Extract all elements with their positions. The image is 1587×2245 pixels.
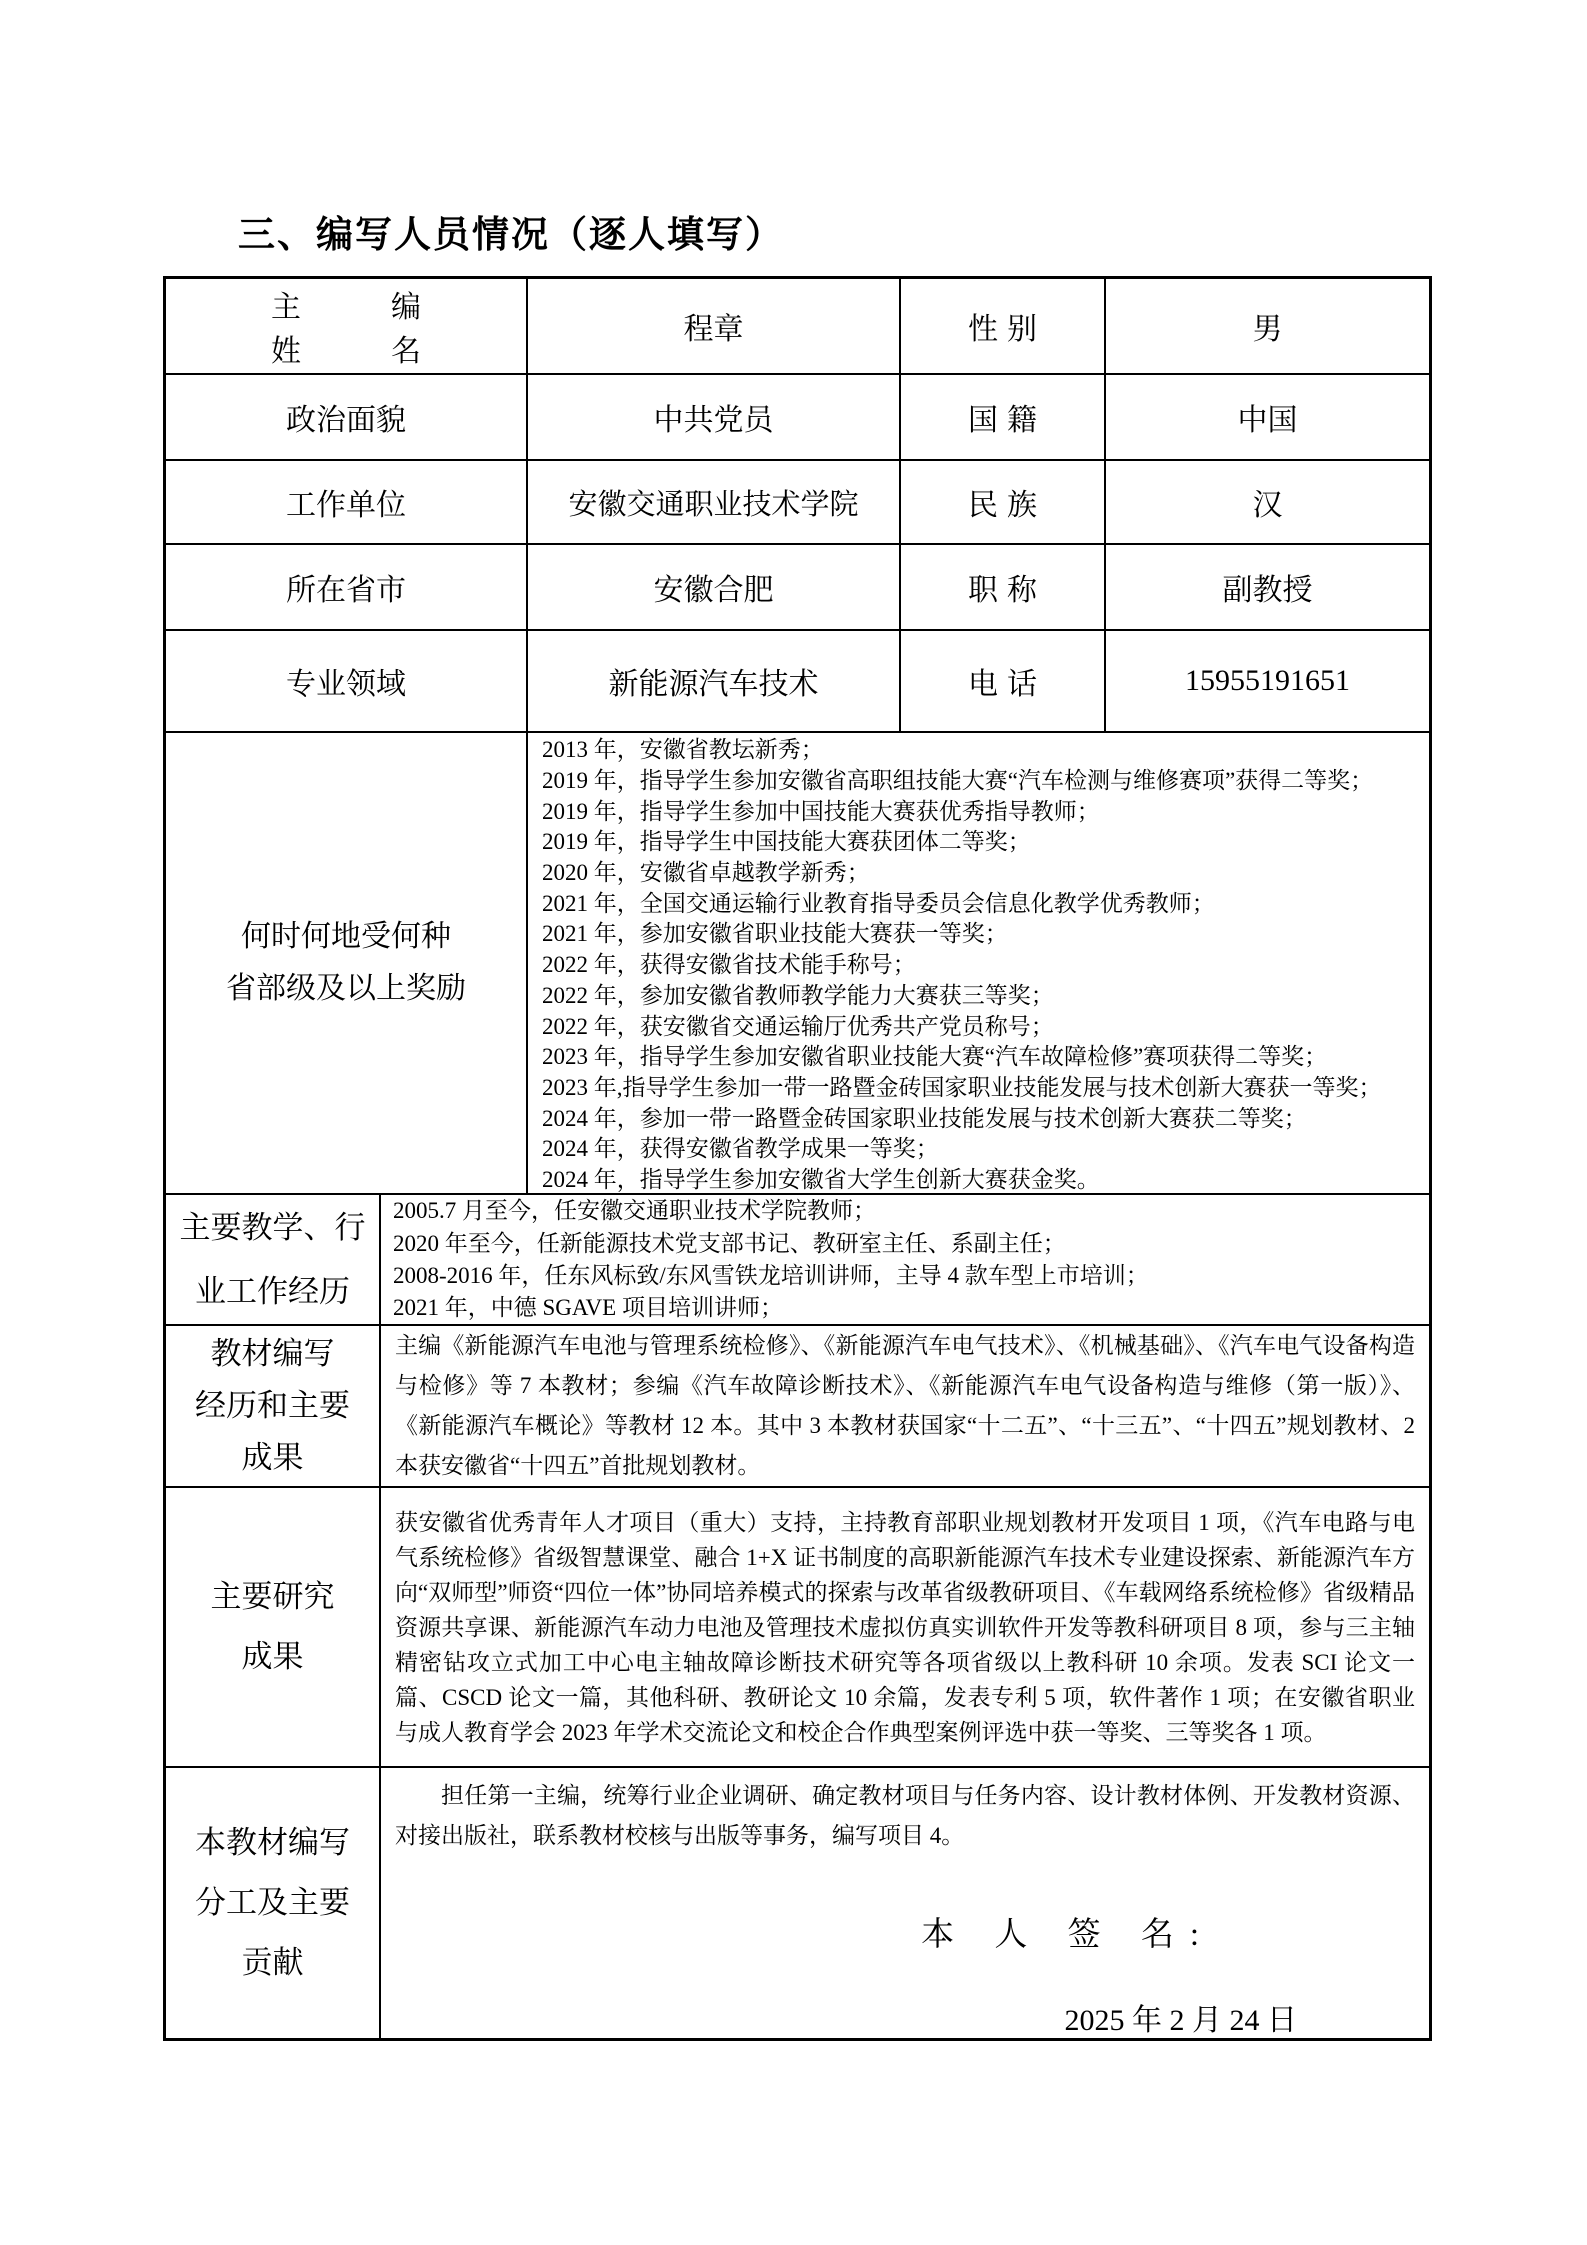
personnel-form-table [163, 276, 1432, 2041]
award-line: 2022 年，获安徽省交通运输厅优秀共产党员称号； [542, 1013, 1054, 1039]
contribution-label-line: 本教材编写 [195, 1825, 350, 1860]
gender-value: 男 [1252, 313, 1283, 346]
location-value: 安徽合肥 [528, 545, 901, 629]
award-line: 2022 年，获得安徽省技术能手称号； [542, 952, 916, 978]
research-label-line: 主要研究 [210, 1579, 335, 1614]
ethnicity-label: 民族 [901, 461, 1106, 543]
signature-date: 2025 年 2 月 24 日 [1064, 2004, 1297, 2037]
experience-label-line: 业工作经历 [195, 1273, 350, 1309]
phone-value: 15955191651 [1185, 664, 1350, 697]
section-title: 三、编写人员情况（逐人填写） [238, 214, 784, 255]
award-line: 2024 年，获得安徽省教学成果一等奖； [542, 1136, 939, 1162]
row-name-gender [166, 279, 1429, 375]
awards-content [528, 733, 1429, 1193]
field-value: 新能源汽车技术 [528, 631, 901, 731]
row-employer-ethnicity [166, 461, 1429, 545]
political-status-label: 政治面貌 [166, 375, 528, 459]
nationality-label: 国籍 [901, 375, 1106, 459]
awards-label-line: 省部级及以上奖励 [226, 972, 466, 1005]
experience-label-line: 主要教学、行 [179, 1209, 366, 1245]
row-research [166, 1488, 1429, 1768]
award-line: 2019 年，指导学生参加安徽省高职组技能大赛“汽车检测与维修赛项”获得二等奖； [542, 767, 1374, 793]
contribution-paragraph: 担任第一主编，统筹行业企业调研、确定教材项目与任务内容、设计教材体例、开发教材资源、对接出版社，联系教材校核与出版等事务，编写项目 4。 [395, 1783, 1415, 1848]
research-paragraph: 获安徽省优秀青年人才项目（重大）支持，主持教育部职业规划教材开发项目 1 项，《汽车电路与电气系统检修》省级智慧课堂、融合 1+X 证书制度的高职新能源汽车技术专业建设探索、新能源汽车方向“双师型”师资“四位一体”协同培养模式的探索与改革省级教研项目、《车载网络系统检修》省级精品资源共享课、新能源汽车动力电池及管理技术虚拟仿真实训软件开发等教科研项目 8 项，参与三主轴精密钻攻立式加工中心电主轴故障诊断技术研究等各项省级以上教科研 10 余项。发表 SCI 论文一篇、CSCD 论文一篇，其他科研、教研论文 10 余篇，发表专利 5 项，软件著作 1 项；在安徽省职业与成人教育学会 2023 年学术交流论文和校企合作典型案例评选中获一等奖、三等奖各 1 项。 [395, 1509, 1415, 1745]
nationality-value: 中国 [1237, 404, 1298, 437]
award-line: 2019 年，指导学生中国技能大赛获团体二等奖； [542, 829, 1031, 855]
awards-label-line: 何时何地受何种 [241, 920, 451, 953]
experience-line: 2021 年，中德 SGAVE 项目培训讲师； [393, 1295, 783, 1321]
contribution-label-line: 分工及主要 [195, 1885, 350, 1920]
award-line: 2021 年，参加安徽省职业技能大赛获一等奖； [542, 921, 1008, 947]
award-line: 2023 年,指导学生参加一带一路暨金砖国家职业技能发展与技术创新大赛获一等奖； [542, 1074, 1382, 1100]
experience-line: 2020 年至今，任新能源技术党支部书记、教研室主任、系副主任； [393, 1230, 1066, 1256]
row-field-phone [166, 631, 1429, 733]
employer-value: 安徽交通职业技术学院 [528, 461, 901, 543]
professional-title-label: 职称 [901, 545, 1106, 629]
award-line: 2020 年，安徽省卓越教学新秀； [542, 860, 870, 886]
name-label-line1: 主 编 [271, 291, 421, 324]
row-contribution [166, 1768, 1429, 2038]
location-label: 所在省市 [166, 545, 528, 629]
name-value: 程章 [528, 279, 901, 373]
research-label [166, 1488, 381, 1766]
textbook-paragraph: 主编《新能源汽车电池与管理系统检修》、《新能源汽车电气技术》、《机械基础》、《汽车电气设备构造与检修》等 7 本教材；参编《汽车故障诊断技术》、《新能源汽车电气设备构造与维修（第一版）》、《新能源汽车概论》等教材 12 本。其中 3 本教材获国家“十二五”、“十三五”、“十四五”规划教材、2 本获安徽省“十四五”首批规划教材。 [395, 1333, 1415, 1478]
experience-content [381, 1195, 1429, 1324]
research-label-line: 成果 [241, 1639, 304, 1674]
name-label [166, 279, 528, 373]
textbook-label-line: 教材编写 [210, 1336, 335, 1371]
professional-title-value: 副教授 [1222, 574, 1313, 607]
row-awards [166, 733, 1429, 1195]
row-experience [166, 1195, 1429, 1326]
row-location-title [166, 545, 1429, 631]
textbook-label-line: 经历和主要 [195, 1388, 350, 1423]
textbook-label [166, 1326, 381, 1486]
row-textbook [166, 1326, 1429, 1488]
award-line: 2022 年，参加安徽省教师教学能力大赛获三等奖； [542, 982, 1054, 1008]
experience-line: 2008-2016 年，任东风标致/东风雪铁龙培训讲师，主导 4 款车型上市培训； [393, 1263, 1149, 1288]
row-political-nationality [166, 375, 1429, 461]
research-content [381, 1488, 1429, 1766]
award-line: 2024 年，参加一带一路暨金砖国家职业技能发展与技术创新大赛获二等奖； [542, 1105, 1307, 1131]
award-line: 2013 年，安徽省教坛新秀； [542, 737, 824, 763]
award-line: 2024 年，指导学生参加安徽省大学生创新大赛获金奖。 [542, 1167, 1100, 1193]
name-label-line2: 姓 名 [271, 335, 421, 368]
textbook-label-line: 成果 [241, 1440, 304, 1475]
contribution-label-line: 贡献 [241, 1945, 304, 1980]
awards-label [166, 733, 528, 1193]
experience-line: 2005.7 月至今，任安徽交通职业技术学院教师； [393, 1198, 876, 1224]
experience-label [166, 1195, 381, 1324]
contribution-label [166, 1768, 381, 2038]
award-line: 2019 年，指导学生参加中国技能大赛获优秀指导教师； [542, 798, 1100, 824]
political-status-value: 中共党员 [528, 375, 901, 459]
phone-label: 电话 [901, 631, 1106, 731]
award-line: 2021 年，全国交通运输行业教育指导委员会信息化教学优秀教师； [542, 890, 1215, 916]
textbook-content [381, 1326, 1429, 1486]
ethnicity-value: 汉 [1252, 489, 1283, 522]
signature-label: 本 人 签 名: [921, 1917, 1215, 1953]
employer-label: 工作单位 [166, 461, 528, 543]
award-line: 2023 年，指导学生参加安徽省职业技能大赛“汽车故障检修”赛项获得二等奖； [542, 1044, 1328, 1070]
field-label: 专业领域 [166, 631, 528, 731]
gender-label: 性别 [901, 279, 1106, 373]
contribution-content [381, 1768, 1429, 2038]
